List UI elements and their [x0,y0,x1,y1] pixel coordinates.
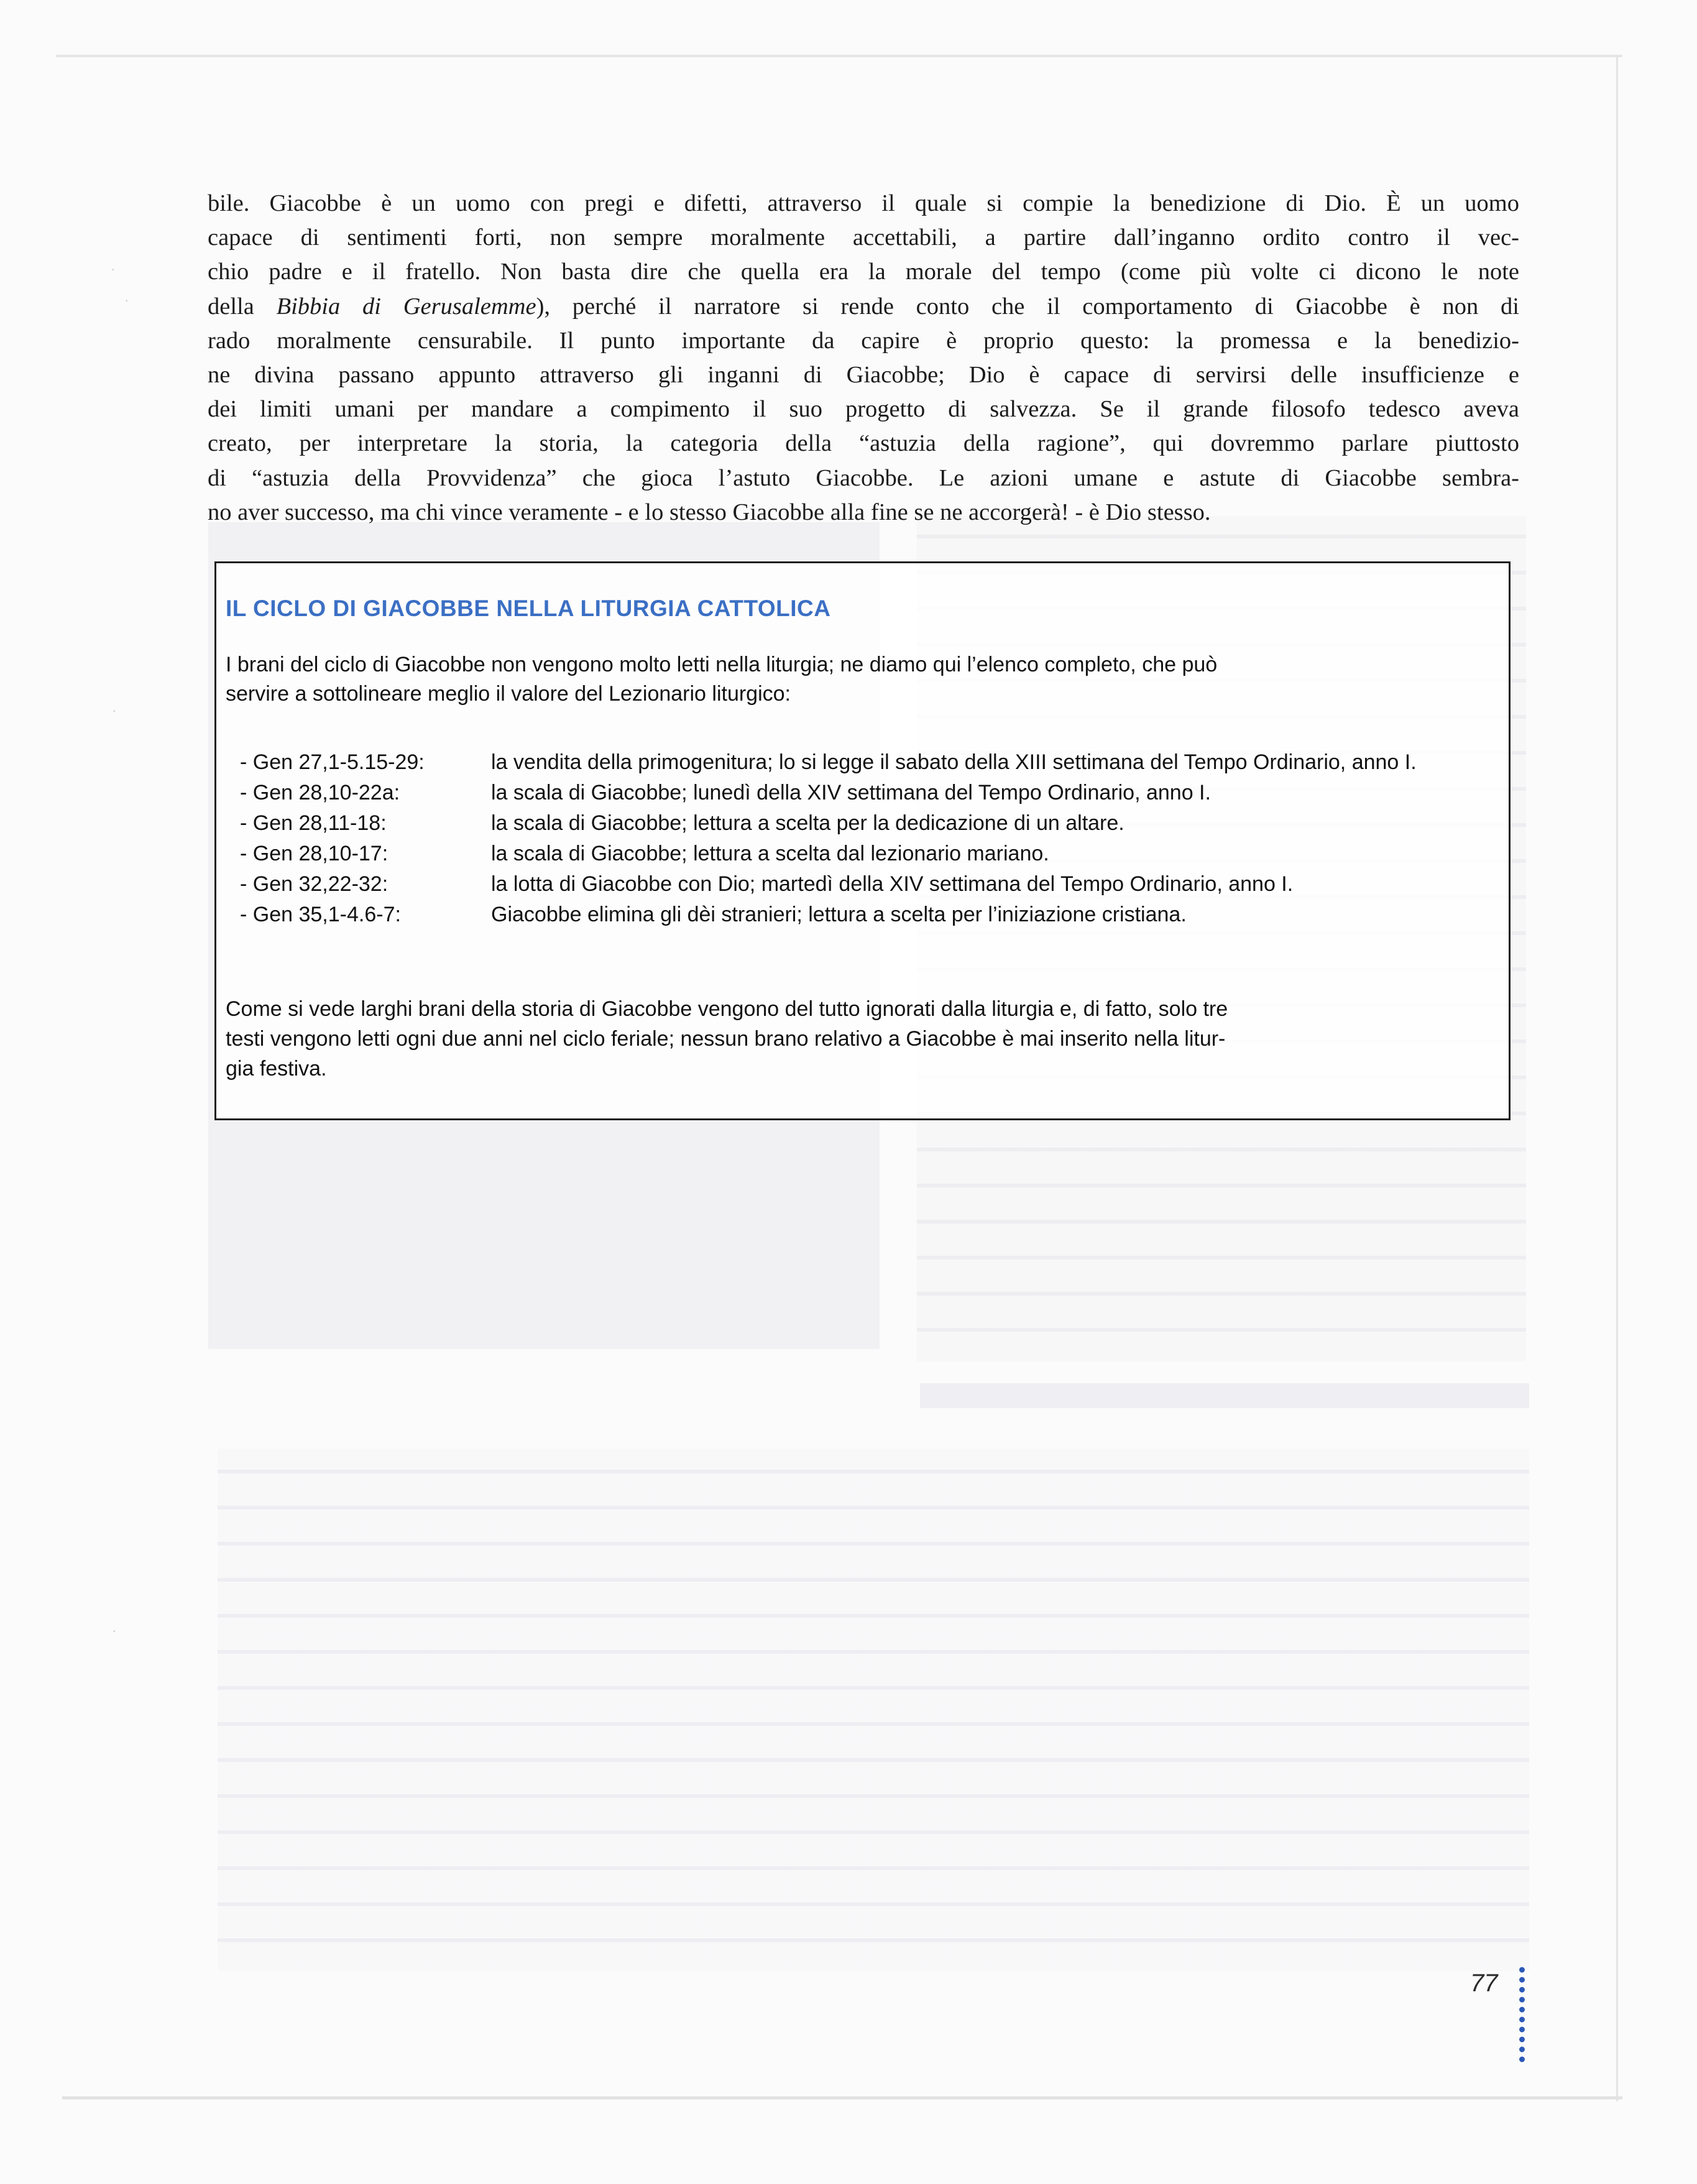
dot [1519,1967,1525,1973]
text-fragment: della [208,293,277,320]
reading-desc: la lotta di Giacobbe con Dio; martedì della XIV settimana del Tempo Ordinario, anno I. [491,872,1294,896]
conclusion-line: gia festiva. [226,1057,327,1080]
liturgy-info-box [214,561,1511,1120]
dot [1519,1977,1525,1983]
dotted-rule-decoration [1519,1967,1525,2067]
reading-desc: la vendita della primogenitura; lo si legge il sabato della XIII settimana del Tempo Ordinario, anno I. [491,750,1417,774]
reading-ref: - Gen 27,1-5.15-29: [240,747,491,778]
reading-desc: Giacobbe elimina gli dèi stranieri; lettura a scelta per l’iniziazione cristiana. [491,903,1187,926]
margin-mark: · [112,703,117,718]
reading-desc: la scala di Giacobbe; lunedì della XIV settimana del Tempo Ordinario, anno I. [491,781,1211,804]
text-line: di “astuzia della Provvidenza” che gioca l’astuto Giacobbe. Le azioni umane e astute di Giacobbe sembra- [208,464,1519,491]
dot [1519,1987,1525,1993]
reading-ref: - Gen 28,11-18: [240,808,491,839]
reading-ref: - Gen 28,10-17: [240,839,491,869]
box-conclusion [226,994,1500,1084]
reading-item [240,839,1496,869]
margin-mark: · [112,1623,117,1638]
dot [1519,2037,1525,2042]
reading-ref: - Gen 35,1-4.6-7: [240,900,491,930]
reading-item [240,900,1496,930]
reading-ref: - Gen 32,22-32: [240,869,491,900]
body-paragraph [208,187,1519,530]
text-line-with-citation [208,290,1519,324]
reading-desc: la scala di Giacobbe; lettura a scelta per la dedicazione di un altare. [491,811,1124,835]
dot [1519,2047,1525,2052]
dot [1519,2027,1525,2032]
reading-item [240,778,1496,808]
page-edge-right [1616,56,1618,2101]
intro-line: servire a sottolineare meglio il valore del Lezionario liturgico: [226,682,791,706]
margin-mark: · [111,261,116,277]
text-line: capace di sentimenti forti, non sempre moralmente accettabili, a partire dall’inganno ordito contro il vec- [208,224,1519,251]
text-line: creato, per interpretare la storia, la categoria della “astuzia della ragione”, qui dovremmo parlare piuttosto [208,430,1519,457]
reading-item [240,869,1496,900]
conclusion-line: Come si vede larghi brani della storia di Giacobbe vengono del tutto ignorati dalla liturgia e, di fatto, solo tre [226,997,1228,1021]
show-through-heading [920,1383,1529,1408]
show-through-lower-text [218,1449,1529,1971]
reading-item [240,747,1496,778]
box-intro [226,650,1494,709]
dot [1519,2017,1525,2022]
text-line: no aver successo, ma chi vince veramente - e lo stesso Giacobbe alla fine se ne accorgerà! - è Dio stesso. [208,499,1211,525]
text-line: rado moralmente censurabile. Il punto importante da capire è proprio questo: la promessa e la benedizio- [208,327,1519,354]
text-line: bile. Giacobbe è un uomo con pregi e difetti, attraverso il quale si compie la benedizione di Dio. È un uomo [208,190,1519,216]
reading-ref: - Gen 28,10-22a: [240,778,491,808]
reading-desc: la scala di Giacobbe; lettura a scelta dal lezionario mariano. [491,842,1049,865]
text-line: ne divina passano appunto attraverso gli inganni di Giacobbe; Dio è capace di servirsi delle insufficienze e [208,362,1519,389]
text-fragment: ), [536,293,573,320]
text-line: chio padre e il fratello. Non basta dire che quella era la morale del tempo (come più volte ci dicono le note [208,259,1519,285]
dot [1519,2057,1525,2062]
intro-line: I brani del ciclo di Giacobbe non vengono molto letti nella liturgia; ne diamo qui l’elenco completo, che può [226,653,1218,676]
box-title: IL CICLO DI GIACOBBE NELLA LITURGIA CATTOLICA [226,596,831,621]
reading-item [240,808,1496,839]
page-edge-bottom [62,2096,1622,2099]
conclusion-line: testi vengono letti ogni due anni nel ciclo feriale; nessun brano relativo a Giacobbe è mai inserito nella litur- [226,1027,1226,1051]
page-edge-top [56,55,1622,57]
page-number: 77 [1470,1970,1498,1997]
text-fragment: perché il narratore si rende conto che il comportamento di Giacobbe è non di [572,293,1519,320]
readings-list [240,747,1496,930]
dot [1519,2007,1525,2012]
text-line: dei limiti umani per mandare a compimento il suo progetto di salvezza. Se il grande filosofo tedesco aveva [208,396,1519,423]
dot [1519,1997,1525,2002]
book-title: Bibbia di Gerusalemme [276,293,536,320]
margin-mark: · [124,292,129,308]
